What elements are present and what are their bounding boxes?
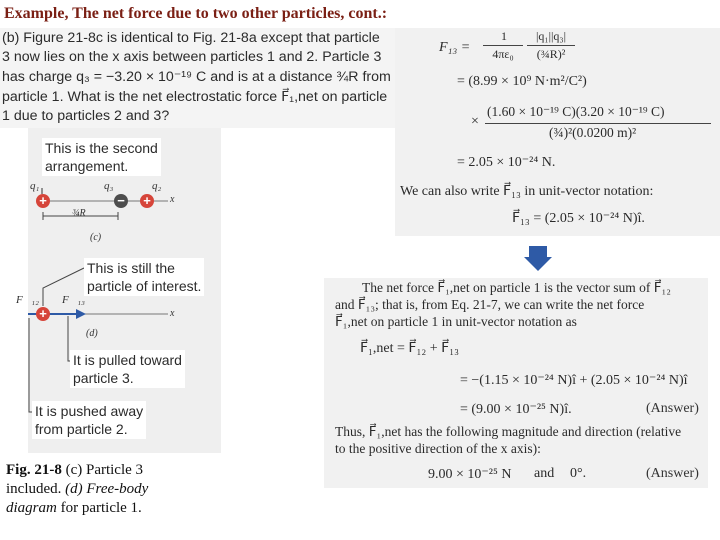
figure-panel bbox=[16, 128, 221, 453]
caption-text-2: included. bbox=[6, 481, 66, 497]
charge-q2: + bbox=[140, 194, 154, 208]
eq-net-sum: F⃗₁,net = F⃗₁₂ + F⃗₁₃ bbox=[360, 341, 459, 356]
callout-second-line-1: This is the second bbox=[45, 140, 158, 156]
label-d: (d) bbox=[86, 328, 98, 339]
solution-magnitude-panel bbox=[395, 28, 720, 236]
label-f12: F⃗₁₂ bbox=[16, 294, 39, 306]
down-arrow-icon bbox=[523, 244, 553, 272]
frac2-bar bbox=[527, 45, 575, 46]
blank-area bbox=[223, 128, 323, 278]
line-charges-bar bbox=[485, 123, 711, 124]
problem-line-5: 1 due to particles 2 and 3? bbox=[2, 108, 170, 124]
callout-pulled-line-1: It is pulled toward bbox=[73, 352, 182, 368]
callout-pulled-line-2: particle 3. bbox=[73, 370, 134, 386]
unit-vector-intro: We can also write F⃗₁₃ in unit-vector notation: bbox=[400, 184, 654, 199]
slide-title: Example, The net force due to two other particles, cont.: bbox=[4, 5, 388, 22]
label-f13: F⃗₁₃ bbox=[62, 294, 85, 306]
problem-line-1: (b) Figure 21-8c is identical to Fig. 21-8a except that particle bbox=[2, 30, 380, 46]
intro-line-1: The net force F⃗₁,net on particle 1 is the vector sum of F⃗₁₂ bbox=[362, 280, 671, 295]
times-sign: × bbox=[471, 114, 479, 129]
frac1-bar bbox=[483, 45, 523, 46]
callout-interest-line-1: This is still the bbox=[87, 260, 175, 276]
eq-net-result: = (9.00 × 10⁻²⁵ N)î. bbox=[460, 402, 572, 417]
answer-tag-1: (Answer) bbox=[646, 401, 699, 416]
final-and: and bbox=[534, 466, 555, 481]
label-distance: ¾R bbox=[72, 208, 86, 219]
caption-bold: Fig. 21-8 bbox=[6, 462, 62, 478]
caption-italic-1: (d) Free-body bbox=[65, 481, 149, 497]
label-q3: q₃ bbox=[104, 180, 114, 192]
thus-line-1: Thus, F⃗₁,net has the following magnitude and direction (relative bbox=[335, 424, 682, 439]
problem-line-2: 3 now lies on the x axis between particles 1 and 2. Particle 3 bbox=[2, 49, 382, 65]
callout-particle-interest bbox=[84, 258, 204, 296]
frac1-den: 4πε₀ bbox=[492, 47, 514, 61]
charge-q3: − bbox=[114, 194, 128, 208]
callout-second-line-2: arrangement. bbox=[45, 158, 129, 174]
intro-line-2: and F⃗₁₃; that is, from Eq. 21-7, we can write the net force bbox=[335, 297, 645, 312]
label-q1: q₁ bbox=[30, 180, 40, 192]
label-q2: q₂ bbox=[152, 180, 162, 192]
callout-pushed bbox=[32, 401, 146, 439]
force-arrow-f13-head bbox=[76, 309, 86, 319]
figure-caption bbox=[6, 461, 216, 518]
problem-line-4: particle 1. What is the net electrostatic force F⃗₁,net on particle bbox=[2, 89, 388, 105]
frac1-num: 1 bbox=[501, 29, 507, 43]
line-result: = 2.05 × 10⁻²⁴ N. bbox=[457, 155, 556, 170]
answer-tag-2: (Answer) bbox=[646, 466, 699, 481]
eq-net-components: = −(1.15 × 10⁻²⁴ N)î + (2.05 × 10⁻²⁴ N)î bbox=[460, 373, 688, 388]
final-direction: 0°. bbox=[570, 466, 587, 481]
line-charges-num: (1.60 × 10⁻¹⁹ C)(3.20 × 10⁻¹⁹ C) bbox=[487, 104, 665, 119]
unit-vector-result: F⃗₁₃ = (2.05 × 10⁻²⁴ N)î. bbox=[512, 211, 645, 226]
intro-line-3: F⃗₁,net on particle 1 in unit-vector notation as bbox=[335, 314, 577, 329]
callout-pulled bbox=[70, 350, 185, 388]
leader-pushed bbox=[29, 318, 32, 412]
final-magnitude: 9.00 × 10⁻²⁵ N bbox=[428, 467, 512, 482]
line-charges-den: (¾)²(0.0200 m)² bbox=[549, 125, 637, 140]
callout-pushed-line-1: It is pushed away bbox=[35, 403, 144, 419]
caption-italic-2: diagram bbox=[6, 500, 57, 516]
problem-line-3: has charge q₃ = −3.20 × 10⁻¹⁹ C and is at a distance ¾R from bbox=[2, 69, 391, 85]
callout-interest-line-2: particle of interest. bbox=[87, 278, 202, 294]
caption-text-1: (c) Particle 3 bbox=[61, 462, 144, 478]
thus-line-2: to the positive direction of the x axis): bbox=[335, 441, 541, 456]
solution-net-force-panel bbox=[324, 278, 708, 488]
callout-pushed-line-2: from particle 2. bbox=[35, 421, 128, 437]
label-x-c: x bbox=[170, 194, 175, 205]
label-c: (c) bbox=[90, 232, 102, 243]
problem-statement-panel bbox=[0, 28, 425, 128]
f13-label: F₁₃ = bbox=[439, 40, 471, 55]
frac2-num: |q₁||q₃| bbox=[536, 29, 566, 43]
charge-q1-freebody: + bbox=[36, 307, 50, 321]
frac2-den: (¾R)² bbox=[536, 47, 566, 61]
caption-text-3: for particle 1. bbox=[56, 500, 142, 516]
line-coulomb: = (8.99 × 10⁹ N·m²/C²) bbox=[457, 74, 587, 89]
charge-q1: + bbox=[36, 194, 50, 208]
label-x-d: x bbox=[170, 308, 175, 319]
